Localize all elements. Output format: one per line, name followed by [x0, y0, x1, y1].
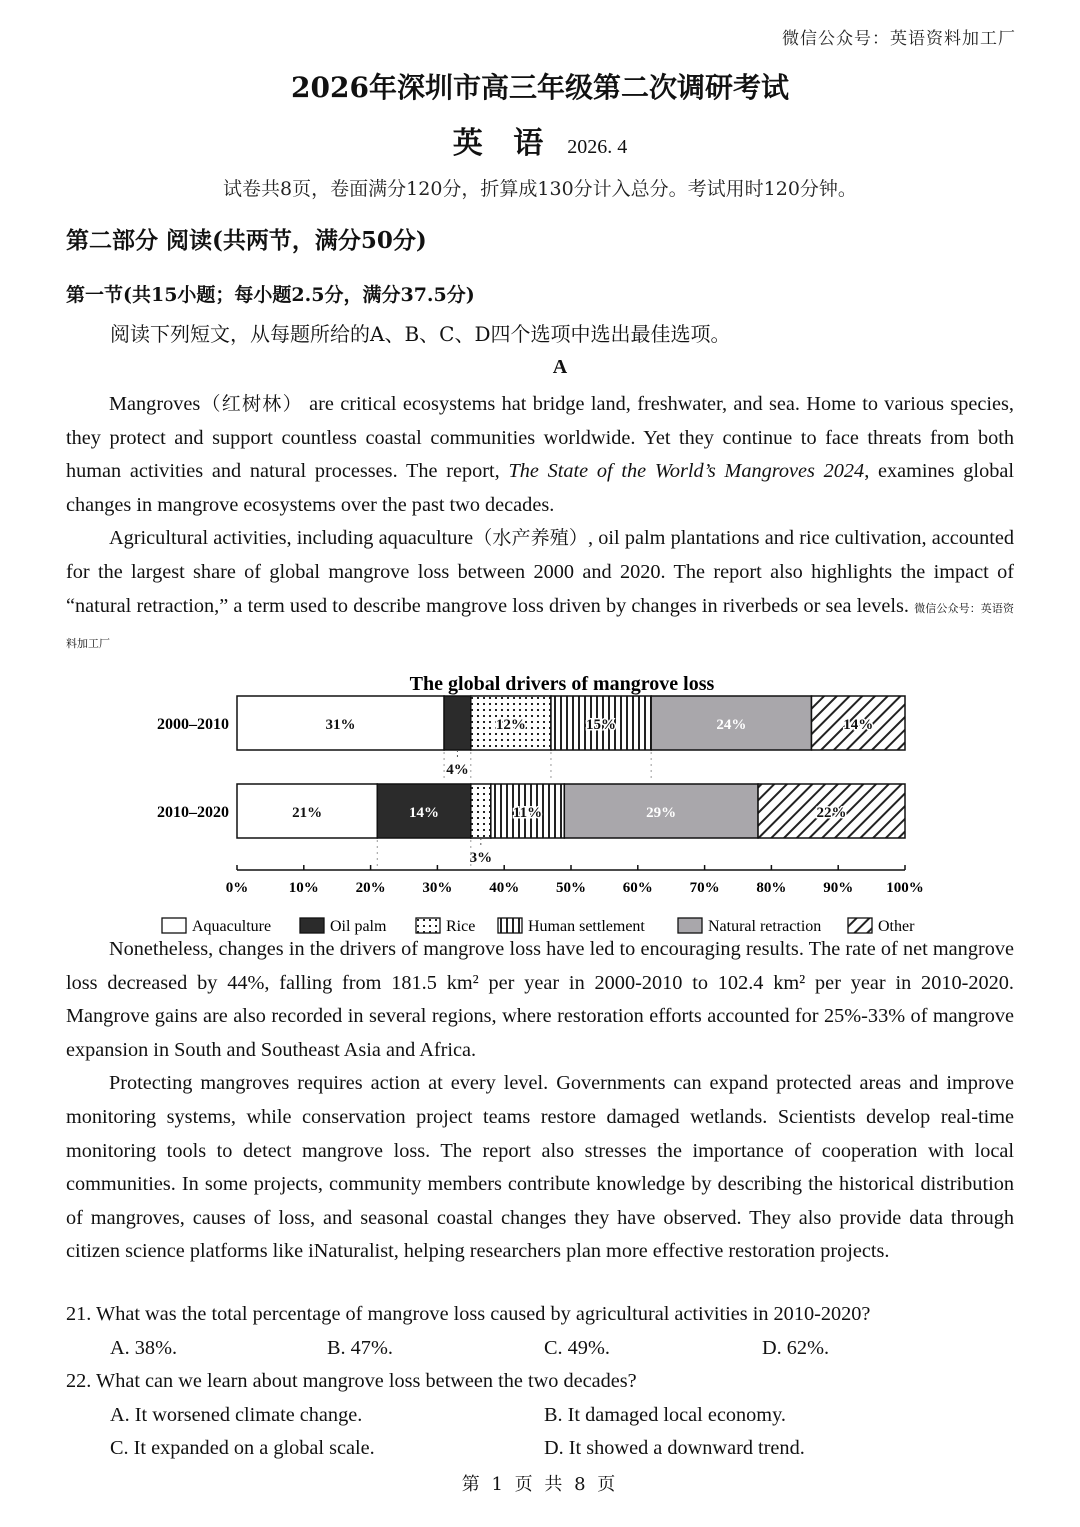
- legend-swatch-other: [848, 918, 872, 933]
- x-tick-label: 70%: [689, 880, 720, 896]
- q21-option-c: C. 49%.: [544, 1337, 610, 1359]
- legend-label: Oil palm: [330, 918, 387, 935]
- data-label: 11%: [512, 805, 543, 821]
- x-tick-label: 100%: [886, 880, 924, 896]
- passage-top: [66, 388, 1014, 661]
- x-tick-label: 90%: [823, 880, 854, 896]
- category-label: 2000–2010: [157, 716, 229, 733]
- p2-text-b: , oil palm plantations and rice cultivation, accounted for the largest share of global mangrove loss between 2000 and 2020. The report also highlights the impact of “natural retraction,” a term used to describe mangrove loss driven by changes in riverbeds or sea levels.: [66, 527, 1014, 617]
- page-footer: 第 1 页 共 8 页: [461, 1474, 619, 1495]
- bar-rice: [471, 784, 491, 838]
- question-22: 22. What can we learn about mangrove loss between the two decades?: [66, 1370, 637, 1392]
- mangrove-loss-chart: [140, 666, 940, 942]
- report-title: The State of the World’s Mangroves 2024: [508, 460, 865, 483]
- p2-chinese: （水产养殖）: [473, 527, 588, 550]
- q21-option-b: B. 47%.: [327, 1337, 393, 1359]
- p1-text-a: Mangroves: [109, 393, 201, 415]
- legend-swatch-natural-retraction: [678, 918, 702, 933]
- data-label: 4%: [446, 762, 469, 778]
- section-heading: 第一节(共15小题；每小题2.5分，满分37.5分): [66, 284, 475, 306]
- chart-title: The global drivers of mangrove loss: [409, 673, 715, 695]
- x-tick-label: 0%: [225, 880, 249, 896]
- paragraph-1: [66, 388, 1014, 522]
- passage-letter: A: [552, 356, 568, 378]
- p2-text-a: Agricultural activities, including aquaculture: [109, 527, 474, 550]
- q21-option-d: D. 62%.: [762, 1337, 830, 1359]
- q22-option-c: C. It expanded on a global scale.: [110, 1437, 375, 1459]
- legend-swatch-oil-palm: [300, 918, 324, 933]
- x-tick-label: 20%: [355, 880, 386, 896]
- x-tick-label: 50%: [556, 880, 586, 896]
- subject: 英 语: [452, 126, 554, 161]
- data-label: 12%: [495, 717, 526, 733]
- paragraph-4: Protecting mangroves requires action at every level. Governments can expand protected areas and improve monitoring systems, while conservation project teams restore damaged wetlands. Scientists develop real-time monitoring tools to detect mangrove loss. The report also stresses the importance of cooperation with local communities. In some projects, community members contribute knowledge by describing the historical distribution of mangroves, causes of loss, and seasonal coastal changes they have observed. They also provide data through citizen science platforms like iNaturalist, helping researchers plan more effective restoration projects.: [66, 1072, 1014, 1263]
- q22-option-d: D. It showed a downward trend.: [544, 1437, 805, 1459]
- x-tick-label: 30%: [422, 880, 453, 896]
- data-label: 31%: [325, 717, 356, 733]
- data-label: 14%: [409, 805, 440, 821]
- legend-label: Other: [878, 918, 915, 935]
- legend-label: Natural retraction: [708, 918, 822, 935]
- data-label: 3%: [469, 850, 493, 866]
- x-tick-label: 60%: [622, 880, 653, 896]
- p1-text-c: , examines global changes in mangrove ecosystems over the past two decades.: [66, 460, 1014, 516]
- legend-label: Aquaculture: [192, 918, 272, 935]
- p1-chinese: （红树林）: [200, 393, 303, 415]
- legend-label: Human settlement: [528, 918, 645, 935]
- passage-bottom: [66, 933, 1014, 1269]
- subject-line: [0, 118, 1080, 162]
- question-21: 21. What was the total percentage of mangrove loss caused by agricultural activities in 2010-2020?: [66, 1303, 871, 1325]
- legend-swatch-human-settlement: [498, 918, 522, 933]
- category-label: 2010–2020: [157, 804, 229, 821]
- paragraph-2: [66, 522, 1014, 660]
- data-label: 22%: [816, 805, 847, 821]
- q22-option-a: A. It worsened climate change.: [110, 1404, 363, 1426]
- q22-option-b: B. It damaged local economy.: [544, 1404, 786, 1426]
- x-tick-label: 40%: [489, 880, 520, 896]
- legend-swatch-aquaculture: [162, 918, 186, 933]
- data-label: 21%: [292, 805, 323, 821]
- data-label: 24%: [716, 717, 747, 733]
- watermark: 微信公众号：英语资料加工厂: [782, 29, 1016, 49]
- legend-label: Rice: [446, 918, 476, 935]
- inline-watermark: 微信公众号：英语资料加工厂: [66, 601, 1015, 651]
- exam-date: 2026. 4: [567, 136, 628, 158]
- data-label: 15%: [586, 717, 617, 733]
- part-heading: 第二部分 阅读(共两节，满分50分): [66, 227, 427, 254]
- exam-info: 试卷共8页，卷面满分120分，折算成130分计入总分。考试用时120分钟。: [223, 178, 857, 200]
- legend-swatch-rice: [416, 918, 440, 933]
- bar-oil-palm: [444, 696, 471, 750]
- data-label: 29%: [646, 805, 677, 821]
- instructions: 阅读下列短文，从每题所给的A、B、C、D四个选项中选出最佳选项。: [110, 322, 731, 346]
- paragraph-3: Nonetheless, changes in the drivers of mangrove loss have led to encouraging results. The rate of net mangrove loss decreased by 44%, falling from 181.5 km² per year in 2000-2010 to 102.4 km² per year in 2010-2020. Mangrove gains are also recorded in several regions, where restoration efforts accounted for 25%-33% of mangrove expansion in South and Southeast Asia and Africa.: [66, 938, 1014, 1061]
- q21-option-a: A. 38%.: [110, 1337, 178, 1359]
- x-tick-label: 80%: [756, 880, 787, 896]
- x-tick-label: 10%: [288, 880, 319, 896]
- data-label: 14%: [843, 717, 874, 733]
- p1-text-b: are critical ecosystems hat bridge land, freshwater, and sea. Home to various species, they protect and support countless coastal communities worldwide. Yet they continue to face threats from both human activities and natural processes. The report,: [66, 393, 1014, 483]
- exam-title: 2026年深圳市高三年级第二次调研考试: [291, 71, 789, 104]
